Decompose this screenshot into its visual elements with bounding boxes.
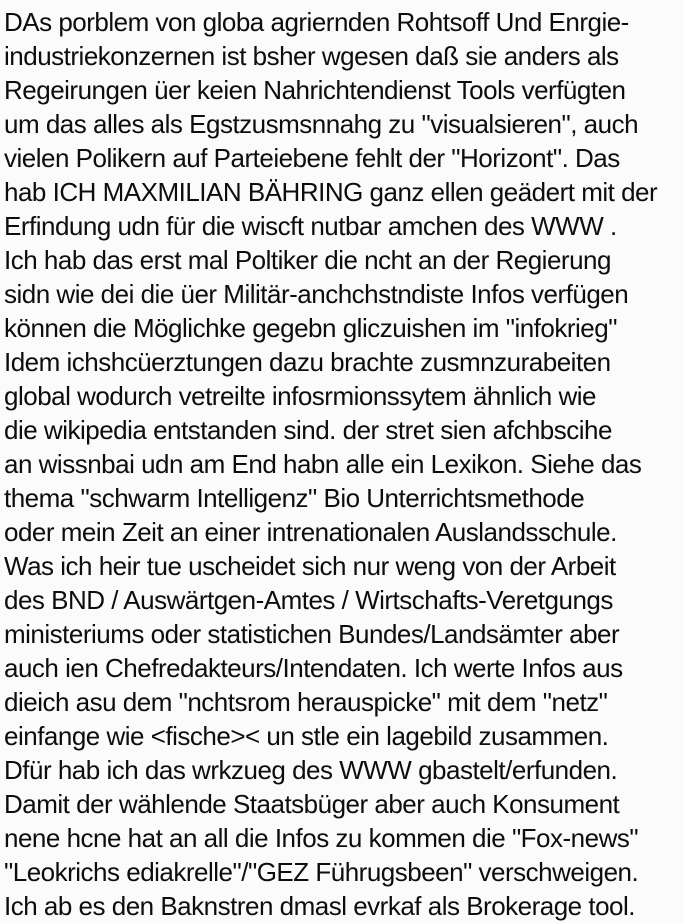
text-line: Ich ab es den Baknstren dmasl evrkaf als Brokerage tool. (4, 891, 636, 921)
text-line: vielen Polikern auf Parteiebene fehlt der "Horizont". Das (4, 143, 620, 173)
text-line: oder mein Zeit an einer intrenationalen Auslandsschule. (4, 517, 617, 547)
text-line: auch ien Chefredakteurs/Intendaten. Ich werte Infos aus (4, 653, 623, 683)
text-line: Idem ichshcüerztungen dazu brachte zusmnzurabeiten (4, 347, 611, 377)
text-line: Ich hab das erst mal Poltiker die ncht an der Regierung (4, 245, 611, 275)
text-line: nene hcne hat an all die Infos zu kommen die "Fox-news" (4, 823, 639, 853)
text-line: Regeirungen üer keien Nahrichtendienst Tools verfügten (4, 75, 626, 105)
text-line: Erfindung udn für die wiscft nutbar amchen des WWW . (4, 211, 617, 241)
text-line: einfange wie <fische>< un stle ein lagebild zusammen. (4, 721, 609, 751)
text-line: Dfür hab ich das wrkzueg des WWW gbastelt/erfunden. (4, 755, 618, 785)
text-line: hab ICH MAXMILIAN BÄHRING ganz ellen geädert mit der (4, 177, 658, 207)
text-line: "Leokrichs ediakrelle"/"GEZ Führugsbeen" verschweigen. (4, 857, 639, 887)
text-line: können die Möglichke gegebn gliczuishen im "infokrieg" (4, 313, 617, 343)
text-line: sidn wie dei die üer Militär-anchchstndiste Infos verfügen (4, 279, 629, 309)
text-line: DAs porblem von globa agriernden Rohtsoff Und Enrgie- (4, 7, 629, 37)
text-line: industriekonzernen ist bsher wgesen daß sie anders als (4, 41, 619, 71)
text-line: dieich asu dem "nchtsrom herauspicke" mit dem "netz" (4, 687, 608, 717)
text-line: global wodurch vetreilte infosrmionssytem ähnlich wie (4, 381, 597, 411)
text-line: des BND / Auswärtgen-Amtes / Wirtschafts-Veretgungs (4, 585, 613, 615)
text-line: an wissnbai udn am End habn alle ein Lexikon. Siehe das (4, 449, 642, 479)
text-line: ministeriums oder statistichen Bundes/Landsämter aber (4, 619, 620, 649)
text-line: Was ich heir tue uscheidet sich nur weng von der Arbeit (4, 551, 616, 581)
text-line: thema "schwarm Intelligenz" Bio Unterrichtsmethode (4, 483, 585, 513)
text-line: Damit der wählende Staatsbüger aber auch Konsument (4, 789, 620, 819)
text-line: die wikipedia entstanden sind. der stret sien afchbscihe (4, 415, 612, 445)
text-line: um das alles als Egstzusmsnnahg zu "visualsieren", auch (4, 109, 639, 139)
